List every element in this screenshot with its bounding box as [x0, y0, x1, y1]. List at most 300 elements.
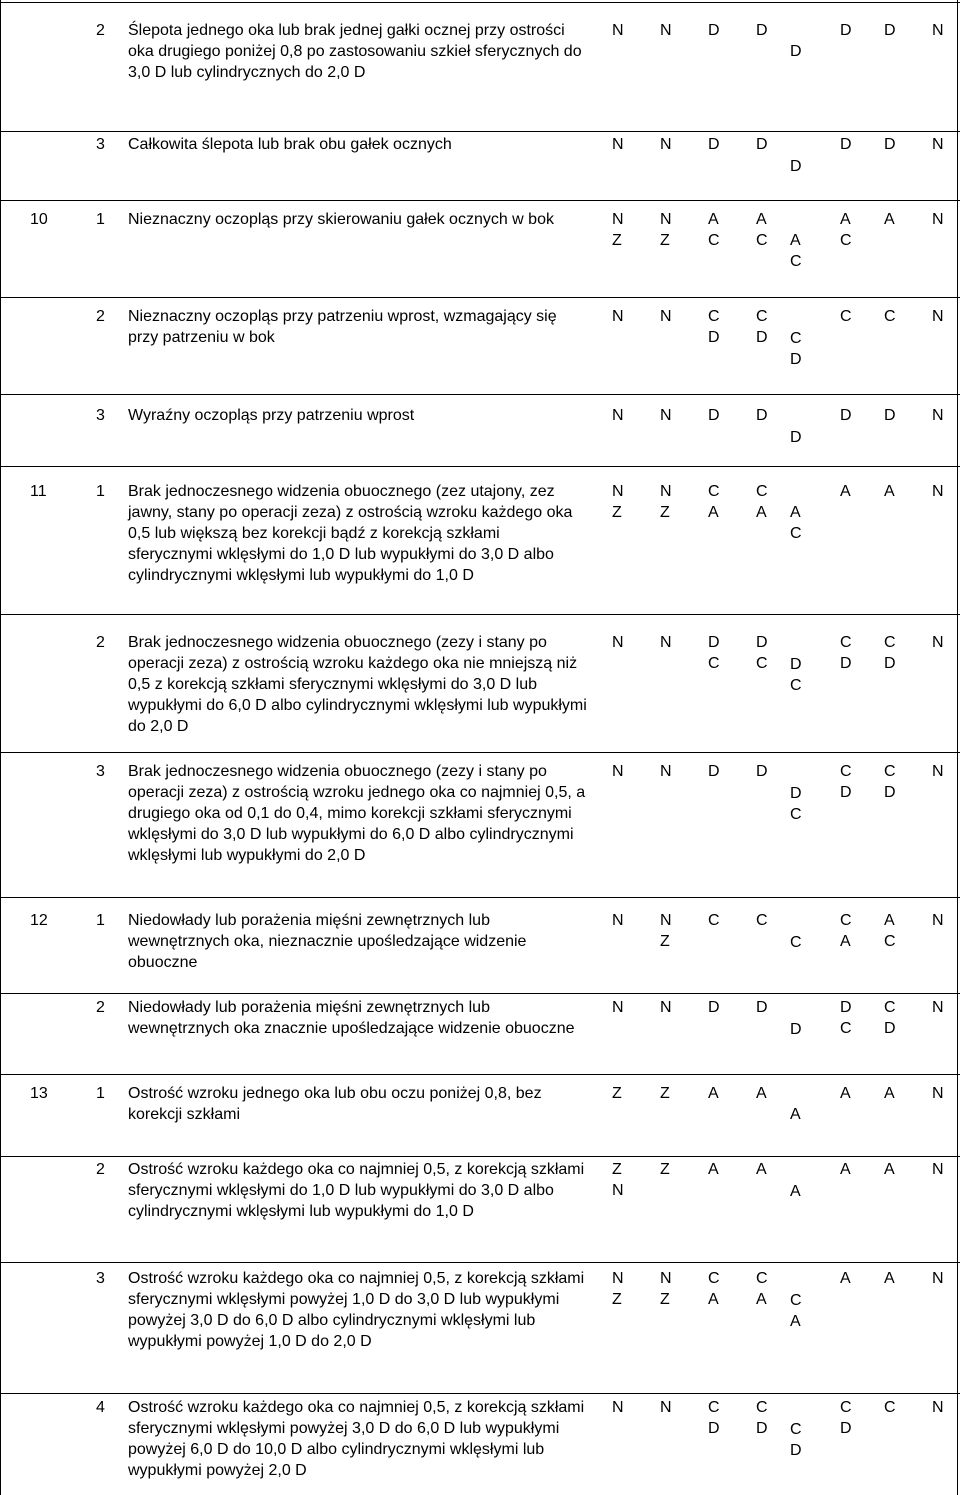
category-code-col-4 — [756, 1159, 767, 1180]
category-code: D — [756, 136, 768, 153]
category-code: C — [884, 933, 896, 950]
row-divider — [0, 1393, 960, 1394]
item-number: 2 — [96, 634, 105, 651]
category-code-col-1 — [612, 761, 624, 782]
category-code-col-1 — [612, 997, 624, 1018]
category-code: D — [708, 634, 720, 651]
category-code-col-8 — [932, 209, 944, 230]
category-code-col-4 — [756, 761, 768, 782]
category-code: N — [660, 1270, 672, 1287]
category-code: N — [660, 634, 672, 651]
category-code: A — [840, 1085, 851, 1102]
category-code-col-8 — [932, 1159, 944, 1180]
category-code-col-1 — [612, 632, 624, 653]
category-code-col-5 — [790, 156, 802, 177]
category-code: N — [612, 634, 624, 651]
category-code: C — [790, 1421, 802, 1438]
category-code: N — [612, 211, 624, 228]
category-code: A — [884, 1085, 895, 1102]
category-code: C — [840, 232, 852, 249]
category-code-col-5 — [790, 328, 802, 370]
category-code: A — [790, 1106, 801, 1123]
category-code-col-4 — [756, 1397, 768, 1439]
item-number: 1 — [96, 912, 105, 929]
category-code-col-3 — [708, 1159, 719, 1180]
row-divider — [0, 297, 960, 298]
item-number: 1 — [96, 211, 105, 228]
category-code: D — [840, 136, 852, 153]
category-code-col-3 — [708, 306, 720, 348]
category-code: D — [884, 655, 896, 672]
category-code-col-2 — [660, 405, 672, 426]
category-code: N — [932, 22, 944, 39]
category-code: A — [708, 211, 719, 228]
condition-description: Brak jednoczesnego widzenia obuocznego (zez utajony, zez jawny, stany po operacji zeza) z ostrością wzroku każdego oka 0,5 lub większą bez korekcji bądź z korekcją szkłami sferycznymi wklęsłymi do 1,0 D lub wypukłymi do 3,0 D albo cylindrycznymi wklęsłymi lub wypukłymi do 1,0 D — [128, 483, 573, 584]
category-code: C — [884, 763, 896, 780]
category-code: N — [932, 1399, 944, 1416]
category-code: Z — [612, 232, 622, 249]
category-code-col-1 — [612, 1159, 624, 1201]
category-code: D — [790, 1021, 802, 1038]
category-code: A — [708, 504, 719, 521]
category-code: A — [790, 232, 801, 249]
item-number: 2 — [96, 1161, 105, 1178]
category-code-col-7 — [884, 209, 895, 230]
category-code: A — [790, 504, 801, 521]
category-code: N — [612, 136, 624, 153]
category-code: C — [790, 677, 802, 694]
category-code-col-5 — [790, 502, 802, 544]
row-divider — [0, 1262, 960, 1263]
category-code: A — [840, 211, 851, 228]
category-code: C — [756, 308, 768, 325]
row-divider — [0, 897, 960, 898]
category-code-col-5 — [790, 1019, 802, 1040]
category-code-col-4 — [756, 1083, 767, 1104]
category-code: N — [660, 999, 672, 1016]
category-code: N — [660, 308, 672, 325]
category-code: D — [840, 22, 852, 39]
category-code-col-6 — [840, 20, 852, 41]
category-code-col-6 — [840, 134, 852, 155]
category-code: A — [884, 1270, 895, 1287]
category-code: D — [708, 22, 720, 39]
category-code-col-3 — [708, 761, 720, 782]
category-code-col-1 — [612, 20, 624, 41]
category-code: C — [840, 308, 852, 325]
category-code-col-7 — [884, 134, 896, 155]
category-code: A — [840, 1161, 851, 1178]
category-code: D — [708, 136, 720, 153]
category-code-col-6 — [840, 1083, 851, 1104]
category-code: C — [840, 1020, 852, 1037]
category-code: D — [708, 1420, 720, 1437]
category-code-col-6 — [840, 1268, 851, 1289]
category-code-col-6 — [840, 306, 852, 327]
category-code: A — [708, 1291, 719, 1308]
category-code: C — [756, 1399, 768, 1416]
category-code-col-3 — [708, 405, 720, 426]
category-code: C — [790, 253, 802, 270]
category-code-col-7 — [884, 1397, 896, 1418]
category-code: C — [840, 634, 852, 651]
category-code-col-6 — [840, 481, 851, 502]
category-code: A — [840, 483, 851, 500]
category-code-col-3 — [708, 481, 720, 523]
category-code: D — [708, 763, 720, 780]
category-code: A — [756, 1291, 767, 1308]
category-code: N — [660, 407, 672, 424]
group-number: 11 — [30, 483, 47, 500]
category-code: D — [840, 1420, 852, 1437]
category-code: Z — [612, 1161, 622, 1178]
row-divider — [0, 1074, 960, 1075]
category-code: D — [884, 1020, 896, 1037]
category-code: Z — [660, 1161, 670, 1178]
category-code: C — [756, 655, 768, 672]
category-code-col-2 — [660, 134, 672, 155]
category-code: D — [708, 999, 720, 1016]
category-code-col-7 — [884, 20, 896, 41]
category-code: N — [660, 136, 672, 153]
category-code: N — [612, 1182, 624, 1199]
table-right-border — [957, 0, 958, 1495]
category-code: D — [790, 1442, 802, 1459]
category-code-col-4 — [756, 405, 768, 426]
category-code-col-5 — [790, 783, 802, 825]
category-code-col-2 — [660, 761, 672, 782]
category-code: D — [840, 407, 852, 424]
category-code: Z — [660, 504, 670, 521]
condition-description: Brak jednoczesnego widzenia obuocznego (zezy i stany po operacji zeza) z ostrością wzroku jednego oka co najmniej 0,5, a drugiego oka od 0,1 do 0,4, mimo korekcji szkłami sferycznymi wklęsłymi do 3,0 D lub wypukłymi do 6,0 D albo cylindrycznymi wklęsłymi lub wypukłymi do 2,0 D — [128, 763, 586, 864]
category-code: A — [756, 1085, 767, 1102]
condition-description: Ostrość wzroku jednego oka lub obu oczu poniżej 0,8, bez korekcji szkłami — [128, 1085, 542, 1123]
category-code-col-5 — [790, 427, 802, 448]
row-divider — [0, 131, 960, 132]
category-code: D — [790, 43, 802, 60]
category-code: C — [884, 308, 896, 325]
item-number: 1 — [96, 1085, 105, 1102]
category-code-col-3 — [708, 997, 720, 1018]
category-code: N — [932, 763, 944, 780]
category-code: A — [756, 1161, 767, 1178]
category-code-col-3 — [708, 1268, 720, 1310]
category-code: D — [790, 158, 802, 175]
category-code: C — [708, 1270, 720, 1287]
category-code-col-7 — [884, 405, 896, 426]
category-code-col-8 — [932, 910, 944, 931]
category-code: N — [932, 407, 944, 424]
category-code-col-7 — [884, 306, 896, 327]
category-code: N — [660, 483, 672, 500]
category-code: D — [884, 22, 896, 39]
category-code: N — [612, 308, 624, 325]
category-code: D — [756, 1420, 768, 1437]
category-code-col-3 — [708, 20, 720, 41]
category-code-col-1 — [612, 134, 624, 155]
category-code: Z — [612, 504, 622, 521]
item-number: 2 — [96, 308, 105, 325]
category-code: D — [884, 784, 896, 801]
item-number: 1 — [96, 483, 105, 500]
category-code-col-3 — [708, 1083, 719, 1104]
row-divider — [0, 200, 960, 201]
category-code-col-4 — [756, 306, 768, 348]
category-code: D — [790, 785, 802, 802]
category-code-col-5 — [790, 230, 802, 272]
row-divider — [0, 2, 960, 3]
category-code: N — [660, 763, 672, 780]
category-code: C — [708, 483, 720, 500]
item-number: 4 — [96, 1399, 105, 1416]
category-code-col-2 — [660, 632, 672, 653]
item-number: 3 — [96, 763, 105, 780]
category-code: Z — [660, 1085, 670, 1102]
category-code: D — [840, 784, 852, 801]
category-code-col-1 — [612, 306, 624, 327]
category-code-col-8 — [932, 1268, 944, 1289]
category-code-col-7 — [884, 761, 896, 803]
category-code-col-1 — [612, 910, 624, 931]
category-code: D — [840, 655, 852, 672]
category-code-col-2 — [660, 997, 672, 1018]
row-divider — [0, 752, 960, 753]
category-code-col-4 — [756, 481, 768, 523]
category-code: C — [840, 1399, 852, 1416]
category-code: C — [708, 308, 720, 325]
category-code: N — [660, 1399, 672, 1416]
group-number: 12 — [30, 912, 48, 929]
condition-description: Brak jednoczesnego widzenia obuocznego (zezy i stany po operacji zeza) z ostrością wzroku każdego oka nie mniejszą niż 0,5 z korekcją szkłami sferycznymi wklęsłymi do 3,0 D lub wypukłymi do 6,0 D albo cylindrycznymi wklęsłymi lub wypukłymi do 2,0 D — [128, 634, 587, 735]
category-code: N — [932, 136, 944, 153]
category-code: A — [708, 1161, 719, 1178]
category-code-col-6 — [840, 209, 852, 251]
category-code: A — [708, 1085, 719, 1102]
category-code-col-8 — [932, 761, 944, 782]
category-code-col-5 — [790, 1290, 802, 1332]
category-code: Z — [612, 1085, 622, 1102]
table-left-border — [0, 0, 1, 1495]
category-code: C — [756, 232, 768, 249]
category-code: C — [790, 330, 802, 347]
item-number: 3 — [96, 136, 105, 153]
category-code-col-7 — [884, 1083, 895, 1104]
category-code: C — [708, 912, 720, 929]
category-code: N — [660, 211, 672, 228]
category-code: C — [790, 1292, 802, 1309]
category-code-col-4 — [756, 1268, 768, 1310]
condition-description: Całkowita ślepota lub brak obu gałek ocznych — [128, 136, 452, 153]
category-code-col-5 — [790, 1181, 801, 1202]
category-code: N — [612, 999, 624, 1016]
category-code: A — [790, 1183, 801, 1200]
category-code: A — [840, 1270, 851, 1287]
category-code: A — [840, 933, 851, 950]
category-code-col-2 — [660, 306, 672, 327]
group-number: 10 — [30, 211, 48, 228]
category-code-col-1 — [612, 1397, 624, 1418]
category-code-col-3 — [708, 910, 720, 931]
category-code-col-8 — [932, 20, 944, 41]
category-code-col-4 — [756, 20, 768, 41]
category-code-col-4 — [756, 910, 768, 931]
category-code: Z — [660, 933, 670, 950]
category-code: D — [756, 407, 768, 424]
category-code: N — [932, 999, 944, 1016]
item-number: 3 — [96, 1270, 105, 1287]
category-code-col-5 — [790, 1419, 802, 1461]
condition-description: Ostrość wzroku każdego oka co najmniej 0,5, z korekcją szkłami sferycznymi wklęsłymi powyżej 3,0 D do 6,0 D lub wypukłymi powyżej 6,0 D do 10,0 D albo cylindrycznymi wklęsłymi lub wypukłymi powyżej 2,0 D — [128, 1399, 585, 1479]
category-code-col-3 — [708, 209, 720, 251]
category-code: N — [612, 1270, 624, 1287]
category-code: C — [708, 232, 720, 249]
category-code-col-8 — [932, 405, 944, 426]
condition-description: Wyraźny oczopląs przy patrzeniu wprost — [128, 407, 415, 424]
category-code-col-4 — [756, 134, 768, 155]
condition-description: Nieznaczny oczopląs przy skierowaniu gałek ocznych w bok — [128, 211, 554, 228]
category-code-col-2 — [660, 20, 672, 41]
category-code-col-8 — [932, 306, 944, 327]
condition-description: Ostrość wzroku każdego oka co najmniej 0,5, z korekcją szkłami sferycznymi wklęsłymi powyżej 1,0 D do 3,0 D lub wypukłymi powyżej 3,0 D do 6,0 D albo cylindrycznymi wklęsłymi lub wypukłymi powyżej 1,0 D do 2,0 D — [128, 1270, 585, 1350]
row-divider — [0, 394, 960, 395]
category-code: D — [756, 22, 768, 39]
category-code: C — [840, 912, 852, 929]
category-code: D — [884, 136, 896, 153]
category-code: N — [612, 1399, 624, 1416]
category-code-col-4 — [756, 997, 768, 1018]
category-code-col-2 — [660, 481, 672, 523]
row-divider — [0, 993, 960, 994]
condition-description: Ślepota jednego oka lub brak jednej gałki ocznej przy ostrości oka drugiego poniżej 0,8 po zastosowaniu szkieł sferycznych do 3,0 D lub cylindrycznych do 2,0 D — [128, 22, 582, 81]
category-code: C — [790, 934, 802, 951]
category-code: C — [790, 806, 802, 823]
category-code: C — [884, 634, 896, 651]
category-code-col-2 — [660, 209, 672, 251]
category-code-col-6 — [840, 1397, 852, 1439]
category-code: D — [790, 429, 802, 446]
category-code-col-8 — [932, 997, 944, 1018]
category-code-col-5 — [790, 41, 802, 62]
category-code-col-8 — [932, 1083, 944, 1104]
category-code-col-4 — [756, 632, 768, 674]
category-code: C — [756, 1270, 768, 1287]
category-code: N — [932, 483, 944, 500]
category-code: A — [884, 1161, 895, 1178]
category-code: N — [660, 912, 672, 929]
condition-description: Nieznaczny oczopląs przy patrzeniu wprost, wzmagający się przy patrzeniu w bok — [128, 308, 557, 346]
item-number: 3 — [96, 407, 105, 424]
category-code-col-8 — [932, 134, 944, 155]
category-code-col-1 — [612, 1268, 624, 1310]
row-divider — [0, 1156, 960, 1157]
category-code-col-6 — [840, 910, 852, 952]
category-code-col-1 — [612, 405, 624, 426]
category-code: C — [756, 912, 768, 929]
category-code: C — [756, 483, 768, 500]
category-code: A — [790, 1313, 801, 1330]
category-code: C — [840, 763, 852, 780]
category-code-col-1 — [612, 209, 624, 251]
category-code-col-1 — [612, 1083, 622, 1104]
category-code: D — [756, 999, 768, 1016]
category-code: N — [932, 308, 944, 325]
condition-description: Ostrość wzroku każdego oka co najmniej 0,5, z korekcją szkłami sferycznymi wklęsłymi do 1,0 D lub wypukłymi do 3,0 D albo cylindrycznymi wklęsłymi lub wypukłymi do 1,0 D — [128, 1161, 585, 1220]
category-code: Z — [660, 1291, 670, 1308]
category-code-col-6 — [840, 997, 852, 1039]
category-code-col-3 — [708, 1397, 720, 1439]
category-code-col-8 — [932, 1397, 944, 1418]
category-code: N — [612, 912, 624, 929]
category-code: C — [790, 525, 802, 542]
row-divider — [0, 614, 960, 615]
category-code: C — [708, 1399, 720, 1416]
category-code: N — [612, 407, 624, 424]
category-code-col-1 — [612, 481, 624, 523]
category-code-col-6 — [840, 1159, 851, 1180]
row-divider — [0, 466, 960, 467]
category-code: D — [708, 329, 720, 346]
category-code: A — [884, 912, 895, 929]
condition-description: Niedowłady lub porażenia mięśni zewnętrznych lub wewnętrznych oka, nieznacznie upośledzające widzenie obuoczne — [128, 912, 527, 971]
category-code-col-5 — [790, 654, 802, 696]
category-code-col-2 — [660, 910, 672, 952]
category-code: D — [840, 999, 852, 1016]
category-code: N — [612, 22, 624, 39]
category-code-col-2 — [660, 1268, 672, 1310]
category-code: N — [932, 211, 944, 228]
category-code-col-2 — [660, 1397, 672, 1418]
category-code: C — [708, 655, 720, 672]
category-code: D — [790, 656, 802, 673]
category-code: Z — [660, 232, 670, 249]
category-code: Z — [612, 1291, 622, 1308]
category-code: N — [932, 634, 944, 651]
category-code: D — [884, 407, 896, 424]
category-code-col-7 — [884, 481, 895, 502]
group-number: 13 — [30, 1085, 48, 1102]
item-number: 2 — [96, 22, 105, 39]
category-code-col-7 — [884, 632, 896, 674]
category-code-col-6 — [840, 632, 852, 674]
category-code: C — [884, 1399, 896, 1416]
category-code: A — [884, 483, 895, 500]
category-code-col-3 — [708, 632, 720, 674]
category-code: D — [756, 329, 768, 346]
category-code-col-8 — [932, 632, 944, 653]
category-code-col-7 — [884, 1268, 895, 1289]
category-code-col-7 — [884, 1159, 895, 1180]
category-code-col-3 — [708, 134, 720, 155]
category-code: D — [790, 351, 802, 368]
category-code: D — [756, 634, 768, 651]
category-code-col-2 — [660, 1083, 670, 1104]
category-code-col-2 — [660, 1159, 670, 1180]
category-code: D — [708, 407, 720, 424]
category-code: N — [932, 912, 944, 929]
category-code: C — [884, 999, 896, 1016]
category-code: N — [932, 1085, 944, 1102]
category-code-col-6 — [840, 761, 852, 803]
category-code-col-4 — [756, 209, 768, 251]
category-code-col-5 — [790, 1104, 801, 1125]
category-code-col-5 — [790, 932, 802, 953]
category-code-col-7 — [884, 910, 896, 952]
category-code: A — [756, 504, 767, 521]
category-code-col-7 — [884, 997, 896, 1039]
category-code: N — [932, 1161, 944, 1178]
category-code-col-6 — [840, 405, 852, 426]
category-code: A — [756, 211, 767, 228]
